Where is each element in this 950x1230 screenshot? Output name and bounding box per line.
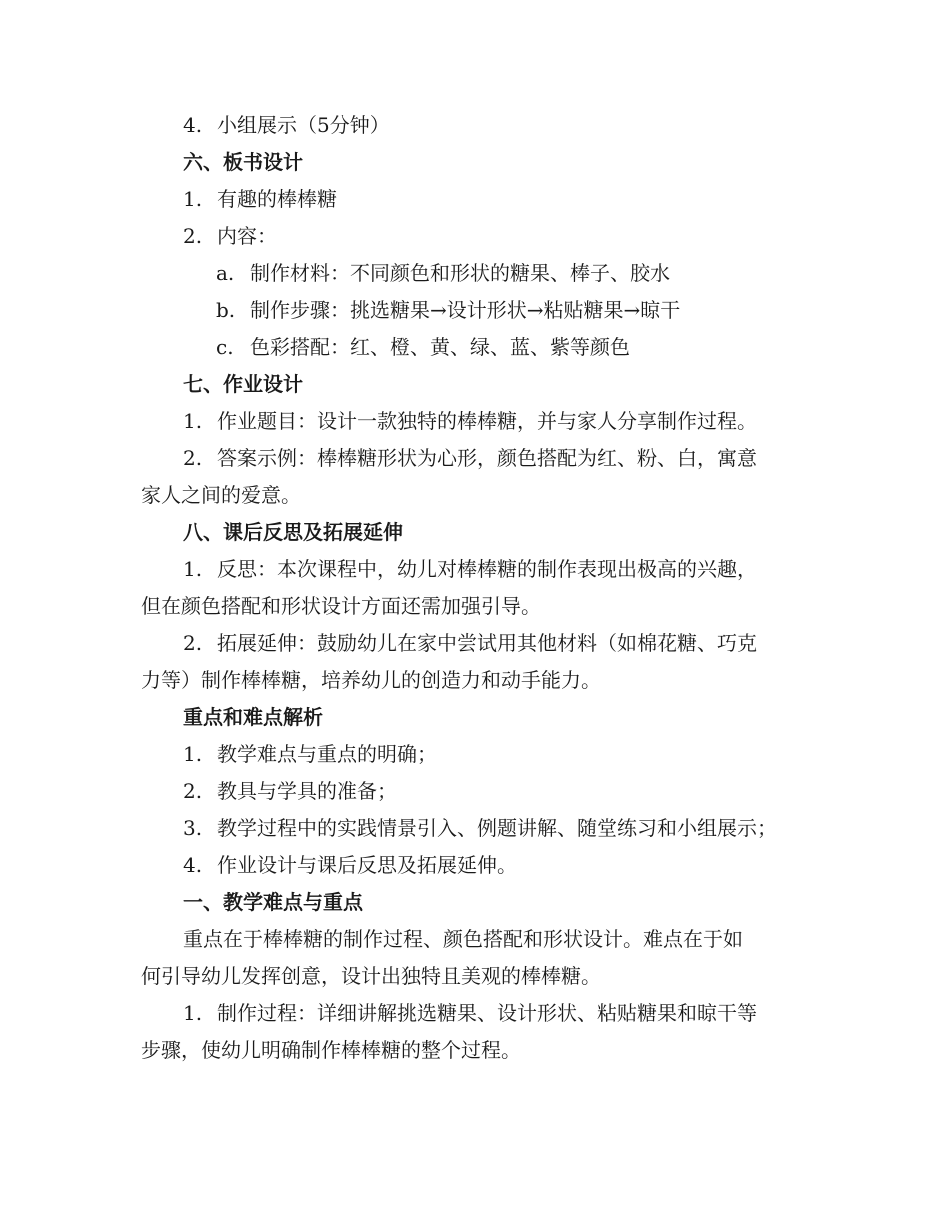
list-item: 2. 内容： xyxy=(183,224,277,248)
list-item: 3. 教学过程中的实践情景引入、例题讲解、随堂练习和小组展示； xyxy=(183,816,777,840)
list-item-continuation: 步骤，使幼儿明确制作棒棒糖的整个过程。 xyxy=(141,1038,521,1062)
section-heading-homework-design: 七、作业设计 xyxy=(183,372,303,396)
sub-list-item: a. 制作材料：不同颜色和形状的糖果、棒子、胶水 xyxy=(216,261,670,285)
list-item: 2. 教具与学具的准备； xyxy=(183,779,397,803)
list-item-continuation: 但在颜色搭配和形状设计方面还需加强引导。 xyxy=(141,594,541,618)
list-item: 4. 小组展示（5分钟） xyxy=(183,113,390,137)
list-item: 1. 制作过程：详细讲解挑选糖果、设计形状、粘贴糖果和晾干等 xyxy=(183,1001,757,1025)
list-item: 1. 有趣的棒棒糖 xyxy=(183,187,337,211)
list-item: 4. 作业设计与课后反思及拓展延伸。 xyxy=(183,853,517,877)
document-body xyxy=(141,107,813,1069)
section-heading-board-design: 六、板书设计 xyxy=(183,150,303,174)
list-item: 2. 答案示例：棒棒糖形状为心形，颜色搭配为红、粉、白，寓意 xyxy=(183,446,757,470)
list-item-continuation: 力等）制作棒棒糖，培养幼儿的创造力和动手能力。 xyxy=(141,668,601,692)
list-item: 2. 拓展延伸：鼓励幼儿在家中尝试用其他材料（如棉花糖、巧克 xyxy=(183,631,757,655)
list-item: 1. 作业题目：设计一款独特的棒棒糖，并与家人分享制作过程。 xyxy=(183,409,757,433)
section-heading-reflection: 八、课后反思及拓展延伸 xyxy=(183,520,403,544)
section-heading-key-points: 重点和难点解析 xyxy=(183,705,323,729)
list-item: 1. 教学难点与重点的明确； xyxy=(183,742,437,766)
list-item: 1. 反思：本次课程中，幼儿对棒棒糖的制作表现出极高的兴趣， xyxy=(183,557,757,581)
sub-list-item: b. 制作步骤：挑选糖果→设计形状→粘贴糖果→晾干 xyxy=(216,298,681,322)
section-heading-difficulty: 一、教学难点与重点 xyxy=(183,890,363,914)
sub-list-item: c. 色彩搭配：红、橙、黄、绿、蓝、紫等颜色 xyxy=(216,335,630,359)
paragraph-continuation: 何引导幼儿发挥创意，设计出独特且美观的棒棒糖。 xyxy=(141,964,601,988)
paragraph: 重点在于棒棒糖的制作过程、颜色搭配和形状设计。难点在于如 xyxy=(183,927,743,951)
list-item-continuation: 家人之间的爱意。 xyxy=(141,483,301,507)
